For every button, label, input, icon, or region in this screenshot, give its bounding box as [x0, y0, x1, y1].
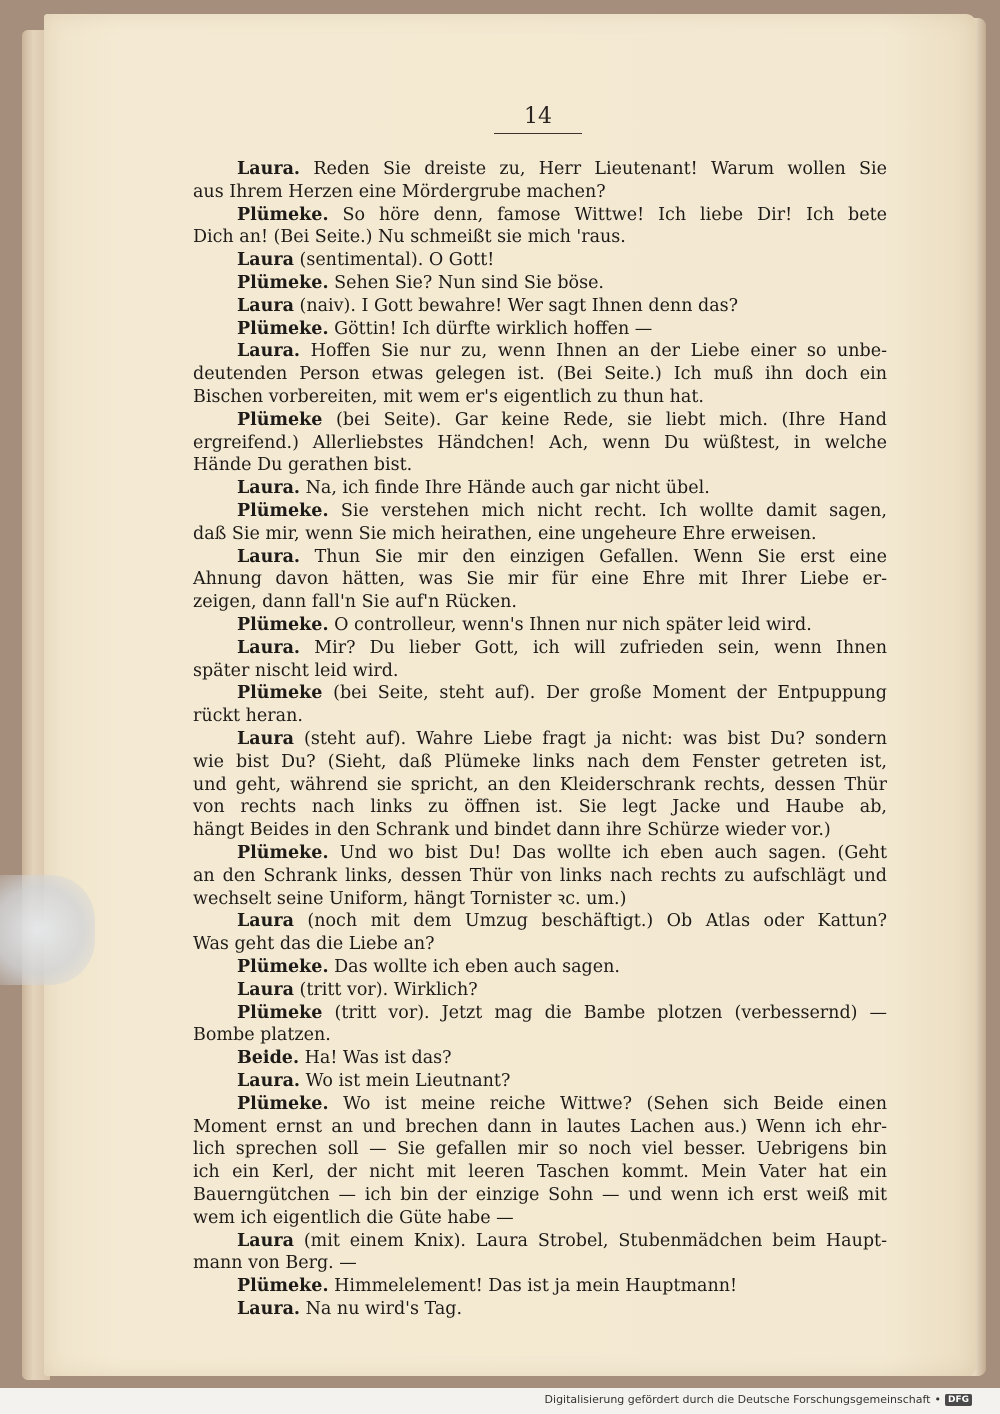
line-text: an den Schrank links, dessen Thür von links nach rechts zu aufschlägt und — [193, 865, 887, 886]
line-text: (mit einem Knix). Laura Strobel, Stubenmädchen beim Haupt- — [303, 1230, 887, 1251]
text-line — [237, 728, 887, 750]
text-line — [237, 1298, 887, 1320]
speaker-name: Plümeke — [237, 409, 323, 430]
text-line — [193, 432, 887, 454]
speaker-name: Laura. — [237, 1299, 301, 1319]
line-text: Göttin! Ich dürfte wirklich hoffen — — [334, 318, 653, 339]
speaker-name: Plümeke — [237, 683, 323, 704]
speaker-name: Laura. — [237, 341, 301, 362]
line-text: Thun Sie mir den einzigen Gefallen. Wenn Sie erst eine — [314, 546, 887, 567]
text-line — [237, 500, 887, 522]
text-line — [193, 523, 887, 545]
text-line — [237, 956, 887, 978]
speaker-name: Plümeke. — [237, 843, 329, 863]
text-line — [237, 1047, 887, 1069]
line-text: deutenden Person etwas gelegen ist. (Bei Seite.) Ich muß ihn doch ein — [193, 364, 887, 385]
text-line — [237, 249, 887, 271]
line-text: von rechts nach links zu öffnen ist. Sie legt Jacke und Haube ab, — [193, 797, 887, 818]
text-line — [193, 751, 887, 773]
line-text: Hände Du gerathen bist. — [193, 455, 413, 476]
text-line — [237, 842, 887, 864]
text-line — [193, 819, 887, 841]
line-text: Moment ernst an und brechen dann in lautes Lachen aus.) Wenn ich ehr- — [193, 1116, 887, 1137]
text-line — [237, 1070, 887, 1092]
speaker-name: Plümeke. — [237, 957, 329, 977]
line-text: zeigen, dann fall'n Sie auf'n Rücken. — [193, 592, 517, 613]
text-line — [237, 295, 887, 317]
line-text: wechselt seine Uniform, hängt Tornister ꝛc. um.) — [193, 888, 627, 909]
text-line — [193, 1207, 887, 1229]
line-text: lich sprechen soll — Sie gefallen mir so noch viel besser. Uebrigens bin — [193, 1139, 887, 1160]
line-text: Himmelelement! Das ist ja mein Hauptmann! — [334, 1276, 738, 1297]
text-line — [237, 272, 887, 294]
line-text: Na nu wird's Tag. — [305, 1299, 463, 1319]
text-line — [193, 1252, 887, 1274]
line-text: ergreifend.) Allerliebstes Händchen! Ach, wenn Du wüßtest, in welche — [193, 432, 887, 453]
speaker-name: Plümeke. — [237, 273, 329, 293]
line-text: Bauerngütchen — ich bin der einzige Sohn — und wenn ich erst weiß mit — [193, 1185, 887, 1205]
line-text: Na, ich finde Ihre Hände auch gar nicht übel. — [305, 478, 710, 499]
text-line — [237, 318, 887, 340]
thumb-glare — [0, 875, 95, 985]
text-line — [237, 1093, 887, 1115]
text-line — [193, 888, 887, 910]
text-line — [237, 158, 887, 180]
line-text: (bei Seite, steht auf). Der große Moment der Entpuppung — [333, 683, 887, 704]
text-line — [237, 546, 887, 568]
footer-bullet: • — [934, 1393, 941, 1406]
text-line — [237, 1275, 887, 1297]
footer-credit-text: Digitalisierung gefördert durch die Deutsche Forschungsgemeinschaft — [544, 1393, 931, 1406]
line-text: (tritt vor). Jetzt mag die Bambe plotzen (verbessernd) — — [334, 1002, 887, 1023]
line-text: Das wollte ich eben auch sagen. — [334, 957, 620, 977]
line-text: So höre denn, famose Wittwe! Ich liebe Dir! Ich bete — [342, 204, 887, 225]
line-text: (tritt vor). Wirklich? — [299, 979, 478, 1000]
line-text: mann von Berg. — — [193, 1253, 357, 1274]
text-line — [193, 386, 887, 408]
text-line — [237, 477, 887, 499]
speaker-name: Laura — [237, 295, 294, 316]
speaker-name: Plümeke. — [237, 318, 329, 339]
text-line — [193, 568, 887, 590]
line-text: wie bist Du? (Sieht, daß Plümeke links nach dem Fenster getreten ist, — [193, 751, 887, 772]
text-line — [193, 181, 887, 203]
line-text: Ahnung davon hätten, was Sie mir für eine Ehre mit Ihrer Liebe er- — [193, 569, 887, 590]
line-text: Reden Sie dreiste zu, Herr Lieutenant! Warum wollen Sie — [313, 159, 887, 179]
text-line — [237, 637, 887, 659]
line-text: Und wo bist Du! Das wollte ich eben auch sagen. (Geht — [339, 843, 887, 863]
page-number: 14 — [524, 104, 552, 129]
speaker-name: Laura — [237, 250, 294, 271]
speaker-name: Plümeke. — [237, 204, 329, 225]
text-line — [193, 1161, 887, 1183]
line-text: später nischt leid wird. — [193, 660, 399, 681]
speaker-name: Laura. — [237, 546, 301, 567]
line-text: (steht auf). Wahre Liebe fragt ja nicht: was bist Du? sondern — [304, 729, 887, 749]
speaker-name: Laura — [237, 979, 294, 1000]
line-text: (noch mit dem Umzug beschäftigt.) Ob Atlas oder Kattun? — [307, 911, 887, 932]
line-text: und geht, während sie spricht, an den Kleiderschrank rechts, dessen Thür — [193, 774, 887, 795]
text-line — [193, 796, 887, 818]
text-line — [193, 933, 887, 955]
line-text: hängt Beides in den Schrank und bindet dann ihre Schürze wieder vor.) — [193, 820, 831, 841]
line-text: Sie verstehen mich nicht recht. Ich wollte damit sagen, — [340, 501, 887, 521]
text-line — [193, 1024, 887, 1046]
speaker-name: Laura — [237, 1230, 294, 1251]
text-line — [193, 454, 887, 476]
text-line — [237, 614, 887, 636]
speaker-name: Beide. — [237, 1048, 300, 1069]
speaker-name: Plümeke. — [237, 615, 329, 635]
text-line — [193, 363, 887, 385]
speaker-name: Plümeke — [237, 1002, 323, 1023]
text-line — [237, 204, 887, 226]
line-text: (sentimental). O Gott! — [299, 250, 495, 271]
speaker-name: Laura. — [237, 478, 301, 499]
line-text: Hoffen Sie nur zu, wenn Ihnen an der Liebe einer so unbe- — [310, 341, 887, 362]
line-text: (bei Seite). Gar keine Rede, sie liebt mich. (Ihre Hand — [336, 409, 887, 430]
line-text: Bischen vorbereiten, mit wem er's eigentlich zu thun hat. — [193, 387, 704, 407]
speaker-name: Plümeke. — [237, 1276, 329, 1297]
dfg-logo: DFG — [945, 1394, 972, 1406]
speaker-name: Plümeke. — [237, 1093, 329, 1114]
text-line — [193, 591, 887, 613]
line-text: daß Sie mir, wenn Sie mich heirathen, eine ungeheure Ehre erweisen. — [193, 523, 817, 544]
line-text: Wo ist meine reiche Wittwe? (Sehen sich Beide einen — [343, 1093, 887, 1114]
text-line — [193, 226, 887, 248]
text-line — [193, 1138, 887, 1160]
line-text: aus Ihrem Herzen eine Mördergrube machen? — [193, 181, 606, 202]
text-line — [237, 340, 887, 362]
text-line — [237, 910, 887, 932]
text-line — [193, 660, 887, 682]
line-text: O controlleur, wenn's Ihnen nur nich später leid wird. — [334, 615, 812, 635]
speaker-name: Laura. — [237, 1071, 301, 1091]
line-text: Sehen Sie? Nun sind Sie böse. — [334, 273, 604, 293]
line-text: Dich an! (Bei Seite.) Nu schmeißt sie mich 'raus. — [193, 227, 626, 248]
speaker-name: Laura — [237, 911, 294, 932]
text-line — [237, 1002, 887, 1024]
text-line — [193, 865, 887, 887]
speaker-name: Laura. — [237, 159, 301, 179]
speaker-name: Laura. — [237, 637, 301, 658]
text-line — [193, 1116, 887, 1138]
line-text: ich ein Kerl, der nicht mit leeren Taschen kommt. Mein Vater hat ein — [193, 1162, 887, 1183]
line-text: Ha! Was ist das? — [304, 1048, 452, 1069]
text-line — [237, 979, 887, 1001]
speaker-name: Plümeke. — [237, 501, 329, 521]
line-text: rückt heran. — [193, 706, 303, 727]
speaker-name: Laura — [237, 729, 294, 749]
text-line — [237, 1230, 887, 1252]
line-text: Was geht das die Liebe an? — [193, 934, 435, 955]
line-text: wem ich eigentlich die Güte habe — — [193, 1207, 514, 1228]
line-text: (naiv). I Gott bewahre! Wer sagt Ihnen denn das? — [299, 295, 739, 316]
text-line — [237, 682, 887, 704]
line-text: Bombe platzen. — [193, 1025, 331, 1046]
page-number-rule — [494, 133, 582, 134]
line-text: Wo ist mein Lieutnant? — [305, 1071, 511, 1091]
text-line — [193, 1184, 887, 1206]
footer-credit — [545, 1393, 972, 1406]
text-line — [237, 409, 887, 431]
text-line — [193, 774, 887, 796]
text-line — [193, 705, 887, 727]
line-text: Mir? Du lieber Gott, ich will zufrieden sein, wenn Ihnen — [314, 637, 887, 658]
